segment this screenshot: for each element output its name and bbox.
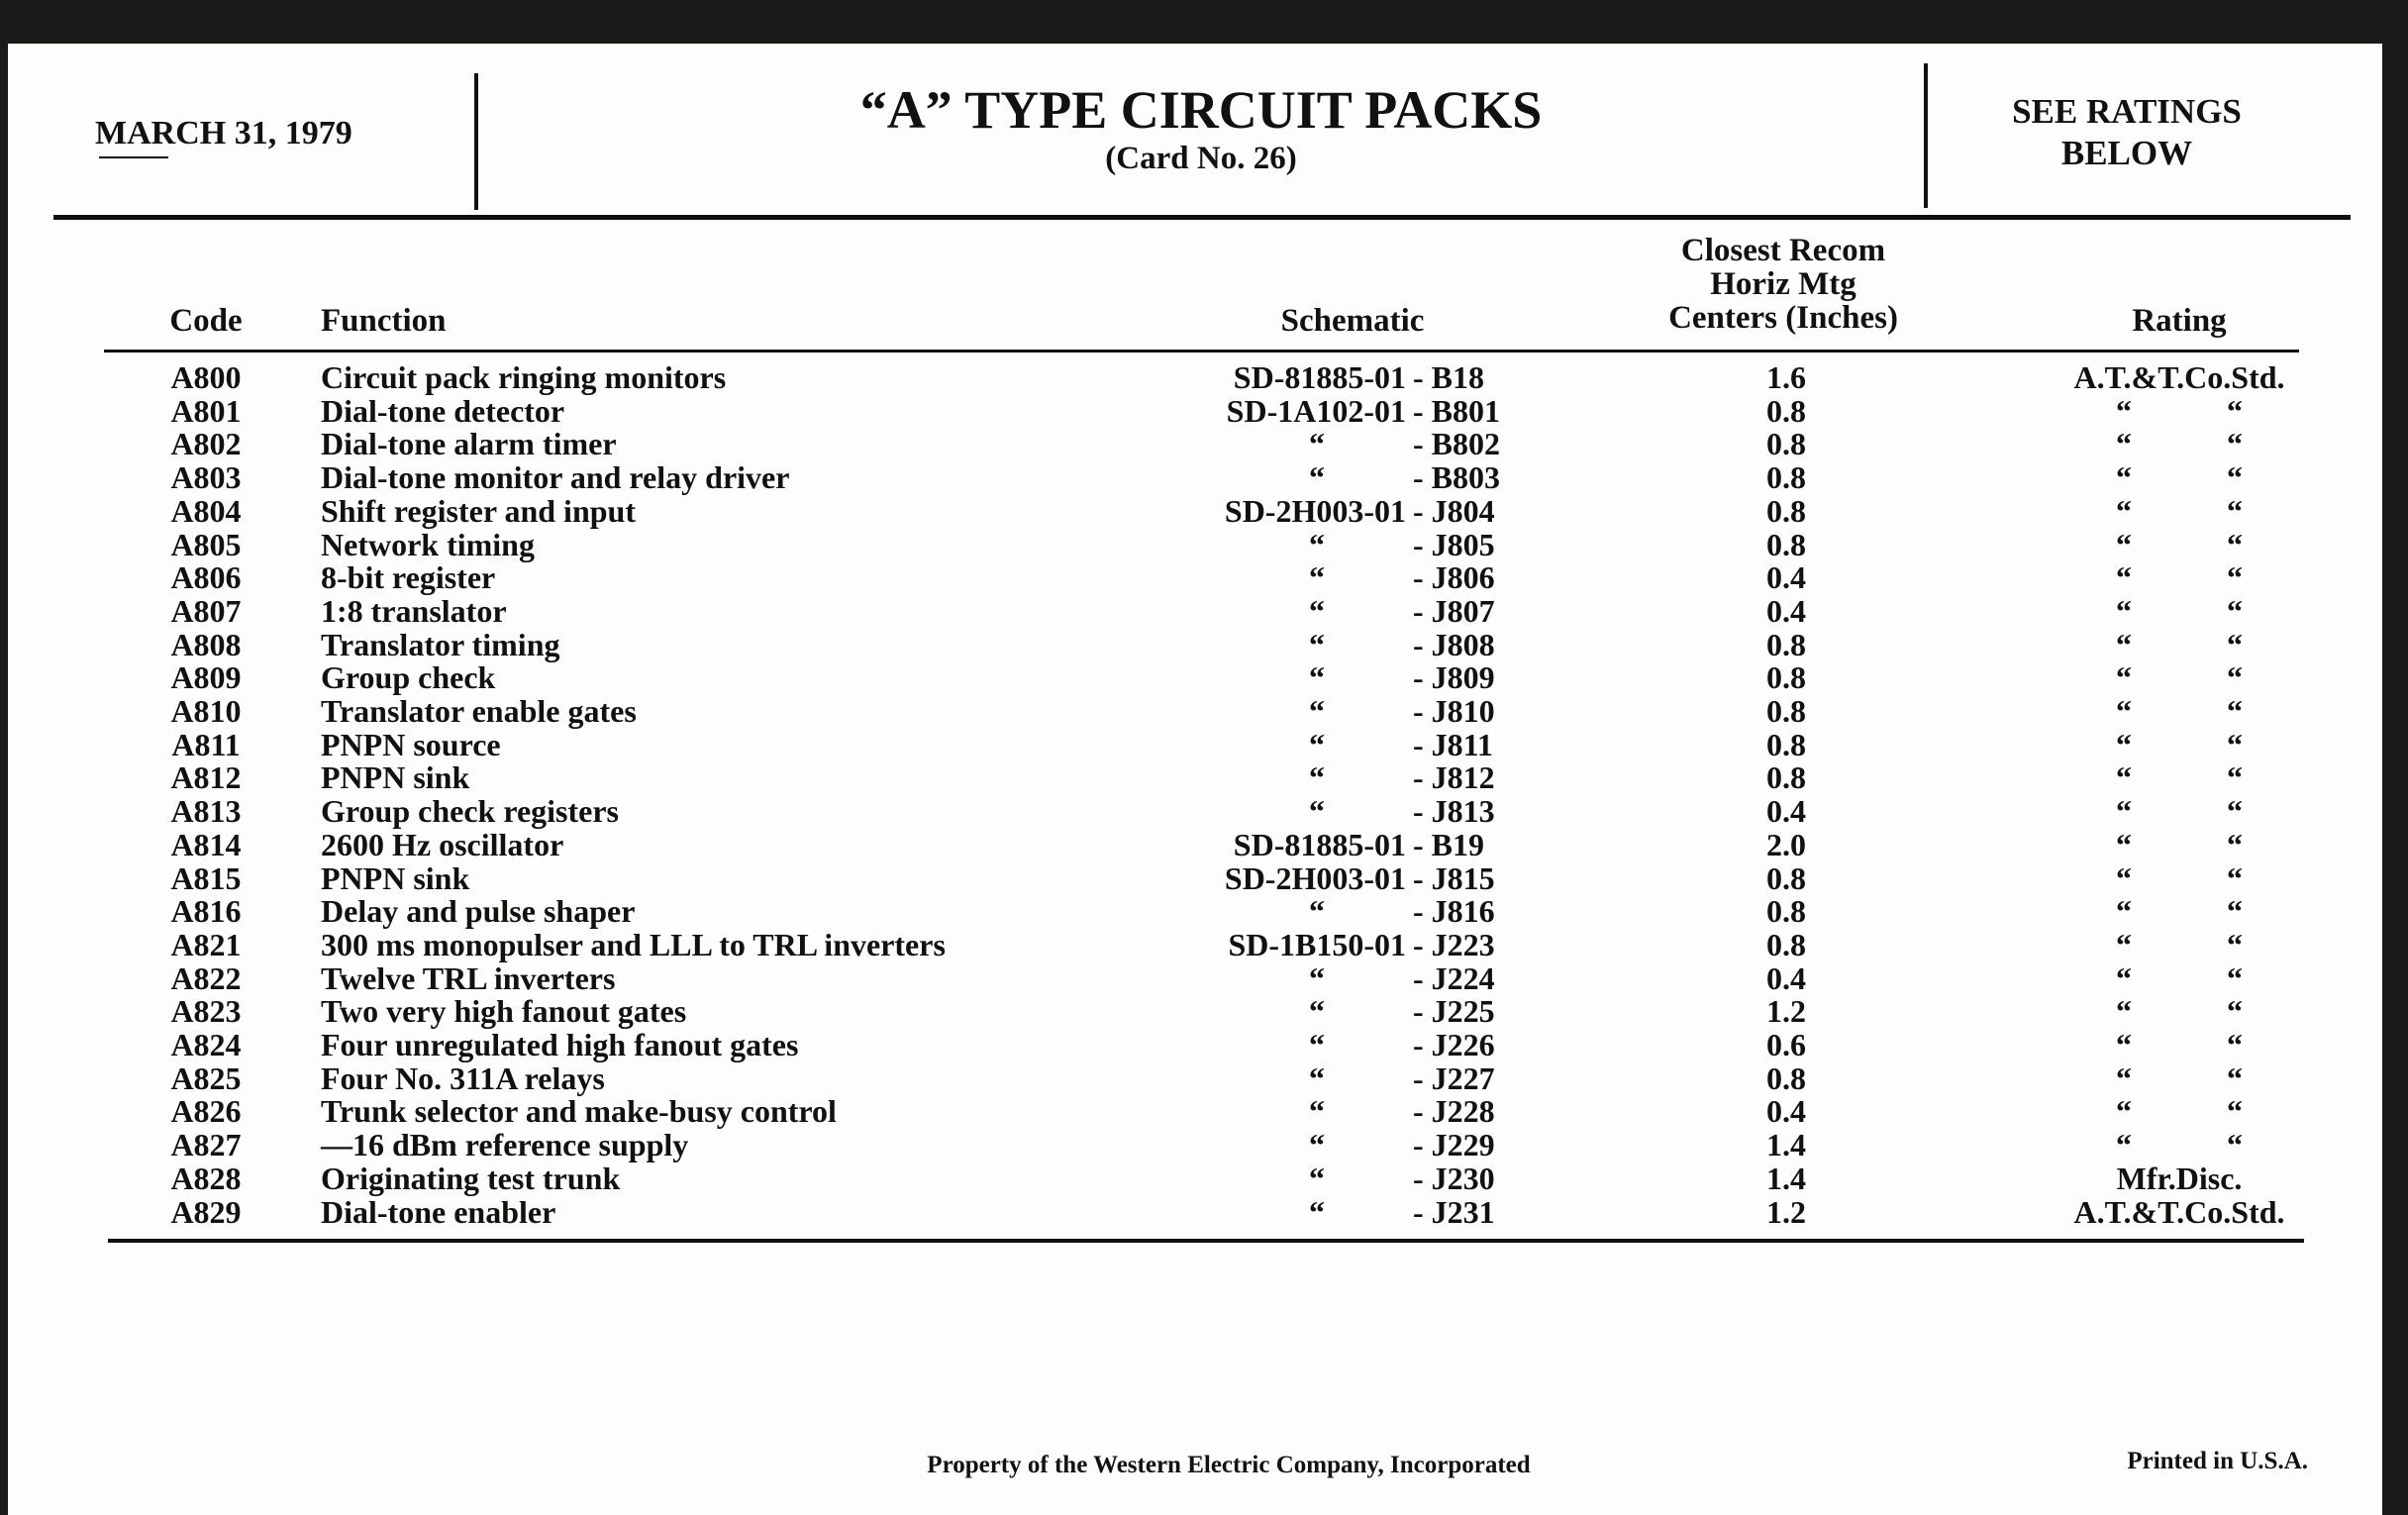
row-function: Four No. 311A relays — [321, 1060, 605, 1096]
row-code: A824 — [170, 1027, 242, 1062]
row-function: Dial-tone detector — [321, 392, 565, 429]
row-function: Translator enable gates — [321, 693, 637, 729]
row-rating: “ “ — [2116, 1027, 2243, 1062]
row-rating: “ “ — [2116, 893, 2243, 930]
row-schematic-suffix: - J231 — [1413, 1193, 1495, 1230]
row-code: A804 — [170, 492, 242, 529]
row-spacing: 2.0 — [1766, 826, 1806, 862]
row-schematic-prefix: SD-1B150-01 — [1228, 926, 1406, 962]
column-header-function: Function — [321, 303, 447, 339]
row-schematic-suffix: - J816 — [1413, 893, 1495, 930]
row-function: Dial-tone alarm timer — [321, 426, 617, 462]
row-rating: A.T.&T.Co.Std. — [2073, 359, 2285, 395]
row-schematic-prefix: SD-2H003-01 — [1224, 859, 1406, 896]
row-function: —16 dBm reference supply — [321, 1127, 689, 1163]
row-schematic-suffix: - J806 — [1413, 559, 1495, 596]
row-code: A816 — [170, 893, 242, 930]
row-schematic-suffix: - J812 — [1413, 759, 1495, 796]
row-rating: “ “ — [2116, 1127, 2243, 1163]
footer-property: Property of the Western Electric Company, Incorporated — [927, 1452, 1531, 1478]
row-function: Network timing — [321, 526, 535, 562]
row-schematic-suffix: - J227 — [1413, 1060, 1495, 1096]
row-code: A811 — [171, 726, 241, 762]
column-header-schematic: Schematic — [1280, 303, 1425, 339]
spacing-header-line1: Closest Recom — [1680, 233, 1886, 268]
row-schematic-prefix: “ — [1309, 426, 1325, 462]
row-schematic-suffix: - J815 — [1413, 859, 1495, 896]
row-rating: “ “ — [2116, 960, 2243, 996]
row-schematic-prefix: “ — [1309, 693, 1325, 729]
row-spacing: 0.8 — [1766, 926, 1806, 962]
row-code: A802 — [170, 426, 242, 462]
row-schematic-suffix: - B801 — [1413, 392, 1500, 429]
footer-printed: Printed in U.S.A. — [2127, 1448, 2308, 1474]
row-code: A813 — [170, 793, 242, 830]
row-spacing: 1.2 — [1766, 993, 1806, 1030]
row-schematic-prefix: SD-81885-01 — [1233, 826, 1406, 862]
row-spacing: 0.4 — [1766, 559, 1806, 596]
row-rating: “ “ — [2116, 659, 2243, 696]
row-schematic-prefix: “ — [1309, 893, 1325, 930]
row-function: Twelve TRL inverters — [321, 960, 616, 996]
row-function: Four unregulated high fanout gates — [321, 1027, 799, 1062]
ratings-note-line1: SEE RATINGS — [2012, 92, 2242, 131]
row-function: Translator timing — [321, 626, 560, 662]
row-schematic-prefix: “ — [1309, 726, 1325, 762]
row-schematic-prefix: “ — [1309, 1027, 1325, 1062]
row-schematic-prefix: “ — [1309, 1160, 1325, 1196]
row-code: A828 — [170, 1160, 242, 1196]
row-schematic-prefix: “ — [1309, 626, 1325, 662]
row-rating: “ “ — [2116, 459, 2243, 496]
row-rating: “ “ — [2116, 926, 2243, 962]
row-rating: “ “ — [2116, 1060, 2243, 1096]
row-code: A805 — [170, 526, 242, 562]
table-bottom-rule — [108, 1239, 2304, 1243]
date-underline — [99, 156, 168, 158]
row-function: 2600 Hz oscillator — [321, 826, 564, 862]
spacing-header-line2: Horiz Mtg — [1710, 266, 1856, 302]
row-rating: “ “ — [2116, 826, 2243, 862]
row-code: A808 — [170, 626, 242, 662]
row-schematic-prefix: SD-1A102-01 — [1226, 392, 1406, 429]
row-schematic-suffix: - J809 — [1413, 659, 1495, 696]
row-code: A827 — [170, 1127, 242, 1163]
row-schematic-suffix: - J813 — [1413, 793, 1495, 830]
row-schematic-suffix: - J225 — [1413, 993, 1495, 1030]
row-code: A806 — [170, 559, 242, 596]
row-spacing: 0.8 — [1766, 492, 1806, 529]
row-spacing: 0.8 — [1766, 626, 1806, 662]
row-schematic-suffix: - J224 — [1413, 960, 1495, 996]
row-rating: “ “ — [2116, 592, 2243, 629]
row-function: 8-bit register — [321, 559, 496, 596]
row-function: Two very high fanout gates — [321, 993, 687, 1030]
header-divider-right — [1924, 63, 1928, 208]
row-function: PNPN source — [321, 726, 501, 762]
row-schematic-suffix: - J805 — [1413, 526, 1495, 562]
row-code: A815 — [170, 859, 242, 896]
row-spacing: 1.2 — [1766, 1193, 1806, 1230]
row-spacing: 1.6 — [1766, 359, 1806, 395]
row-schematic-suffix: - J804 — [1413, 492, 1495, 529]
row-schematic-suffix: - B18 — [1413, 359, 1484, 395]
row-function: Trunk selector and make-busy control — [321, 1093, 837, 1130]
row-spacing: 0.8 — [1766, 759, 1806, 796]
row-function: Group check — [321, 659, 496, 696]
row-code: A822 — [170, 960, 242, 996]
row-schematic-suffix: - B803 — [1413, 459, 1500, 496]
ratings-note-line2: BELOW — [2060, 134, 2193, 172]
row-rating: “ “ — [2116, 759, 2243, 796]
page-title: “A” TYPE CIRCUIT PACKS — [859, 80, 1543, 140]
row-spacing: 0.8 — [1766, 426, 1806, 462]
row-spacing: 0.8 — [1766, 1060, 1806, 1096]
row-schematic-suffix: - J807 — [1413, 592, 1495, 629]
row-schematic-suffix: - J226 — [1413, 1027, 1495, 1062]
row-rating: Mfr.Disc. — [2116, 1160, 2243, 1196]
row-rating: “ “ — [2116, 392, 2243, 429]
card-number: (Card No. 26) — [1105, 141, 1297, 176]
row-schematic-prefix: “ — [1309, 592, 1325, 629]
row-rating: “ “ — [2116, 726, 2243, 762]
row-rating: “ “ — [2116, 492, 2243, 529]
row-schematic-suffix: - J808 — [1413, 626, 1495, 662]
row-code: A826 — [170, 1093, 242, 1130]
row-spacing: 0.4 — [1766, 960, 1806, 996]
row-schematic-prefix: “ — [1309, 1093, 1325, 1130]
row-function: Shift register and input — [321, 492, 636, 529]
row-code: A823 — [170, 993, 242, 1030]
row-function: Delay and pulse shaper — [321, 893, 636, 930]
row-rating: “ “ — [2116, 426, 2243, 462]
row-function: 300 ms monopulser and LLL to TRL inverters — [321, 926, 946, 962]
row-spacing: 0.4 — [1766, 592, 1806, 629]
row-rating: “ “ — [2116, 859, 2243, 896]
row-schematic-prefix: “ — [1309, 960, 1325, 996]
row-schematic-prefix: “ — [1309, 526, 1325, 562]
row-schematic-prefix: SD-2H003-01 — [1224, 492, 1406, 529]
row-function: 1:8 translator — [321, 592, 507, 629]
row-spacing: 0.8 — [1766, 726, 1806, 762]
spacing-header-line3: Centers (Inches) — [1668, 300, 1898, 336]
column-header-code: Code — [169, 303, 243, 339]
row-code: A800 — [170, 359, 242, 395]
row-code: A809 — [170, 659, 242, 696]
row-schematic-suffix: - J810 — [1413, 693, 1495, 729]
header-rule — [53, 215, 2351, 220]
row-spacing: 0.8 — [1766, 859, 1806, 896]
row-code: A810 — [170, 693, 242, 729]
row-function: Dial-tone monitor and relay driver — [321, 459, 790, 496]
column-header-rating: Rating — [2132, 303, 2227, 339]
column-header-spacing — [1585, 234, 1981, 335]
row-code: A825 — [170, 1060, 242, 1096]
row-function: PNPN sink — [321, 759, 470, 796]
row-spacing: 0.8 — [1766, 392, 1806, 429]
row-code: A803 — [170, 459, 242, 496]
row-code: A807 — [170, 592, 242, 629]
row-code: A814 — [170, 826, 242, 862]
row-rating: “ “ — [2116, 559, 2243, 596]
row-rating: “ “ — [2116, 1093, 2243, 1130]
row-spacing: 0.8 — [1766, 526, 1806, 562]
row-function: Circuit pack ringing monitors — [321, 359, 727, 395]
column-header-rule — [104, 350, 2299, 353]
row-schematic-suffix: - J223 — [1413, 926, 1495, 962]
row-schematic-suffix: - B802 — [1413, 426, 1500, 462]
row-schematic-prefix: “ — [1309, 459, 1325, 496]
row-schematic-prefix: “ — [1309, 559, 1325, 596]
row-rating: “ “ — [2116, 526, 2243, 562]
row-schematic-suffix: - J230 — [1413, 1160, 1495, 1196]
row-schematic-prefix: “ — [1309, 759, 1325, 796]
row-schematic-suffix: - J811 — [1413, 726, 1493, 762]
row-spacing: 0.8 — [1766, 659, 1806, 696]
row-rating: A.T.&T.Co.Std. — [2073, 1193, 2285, 1230]
row-spacing: 0.8 — [1766, 893, 1806, 930]
row-function: Dial-tone enabler — [321, 1193, 556, 1230]
row-schematic-prefix: “ — [1309, 1060, 1325, 1096]
row-spacing: 0.4 — [1766, 1093, 1806, 1130]
row-schematic-suffix: - B19 — [1413, 826, 1484, 862]
row-rating: “ “ — [2116, 993, 2243, 1030]
row-code: A801 — [170, 392, 242, 429]
row-schematic-suffix: - J228 — [1413, 1093, 1495, 1130]
row-code: A821 — [170, 926, 242, 962]
row-rating: “ “ — [2116, 693, 2243, 729]
row-schematic-prefix: “ — [1309, 659, 1325, 696]
row-schematic-prefix: “ — [1309, 793, 1325, 830]
row-spacing: 1.4 — [1766, 1160, 1806, 1196]
row-spacing: 0.8 — [1766, 459, 1806, 496]
row-schematic-prefix: “ — [1309, 993, 1325, 1030]
row-function: PNPN sink — [321, 859, 470, 896]
row-function: Group check registers — [321, 793, 619, 830]
row-spacing: 0.4 — [1766, 793, 1806, 830]
row-spacing: 1.4 — [1766, 1127, 1806, 1163]
row-function: Originating test trunk — [321, 1160, 621, 1196]
card-date: MARCH 31, 1979 — [95, 115, 352, 152]
row-rating: “ “ — [2116, 626, 2243, 662]
row-schematic-prefix: SD-81885-01 — [1233, 359, 1406, 395]
row-rating: “ “ — [2116, 793, 2243, 830]
row-schematic-prefix: “ — [1309, 1127, 1325, 1163]
row-code: A829 — [170, 1193, 242, 1230]
row-code: A812 — [170, 759, 242, 796]
row-schematic-suffix: - J229 — [1413, 1127, 1495, 1163]
row-spacing: 0.6 — [1766, 1027, 1806, 1062]
row-schematic-prefix: “ — [1309, 1193, 1325, 1230]
row-spacing: 0.8 — [1766, 693, 1806, 729]
ratings-note — [1941, 91, 2313, 174]
